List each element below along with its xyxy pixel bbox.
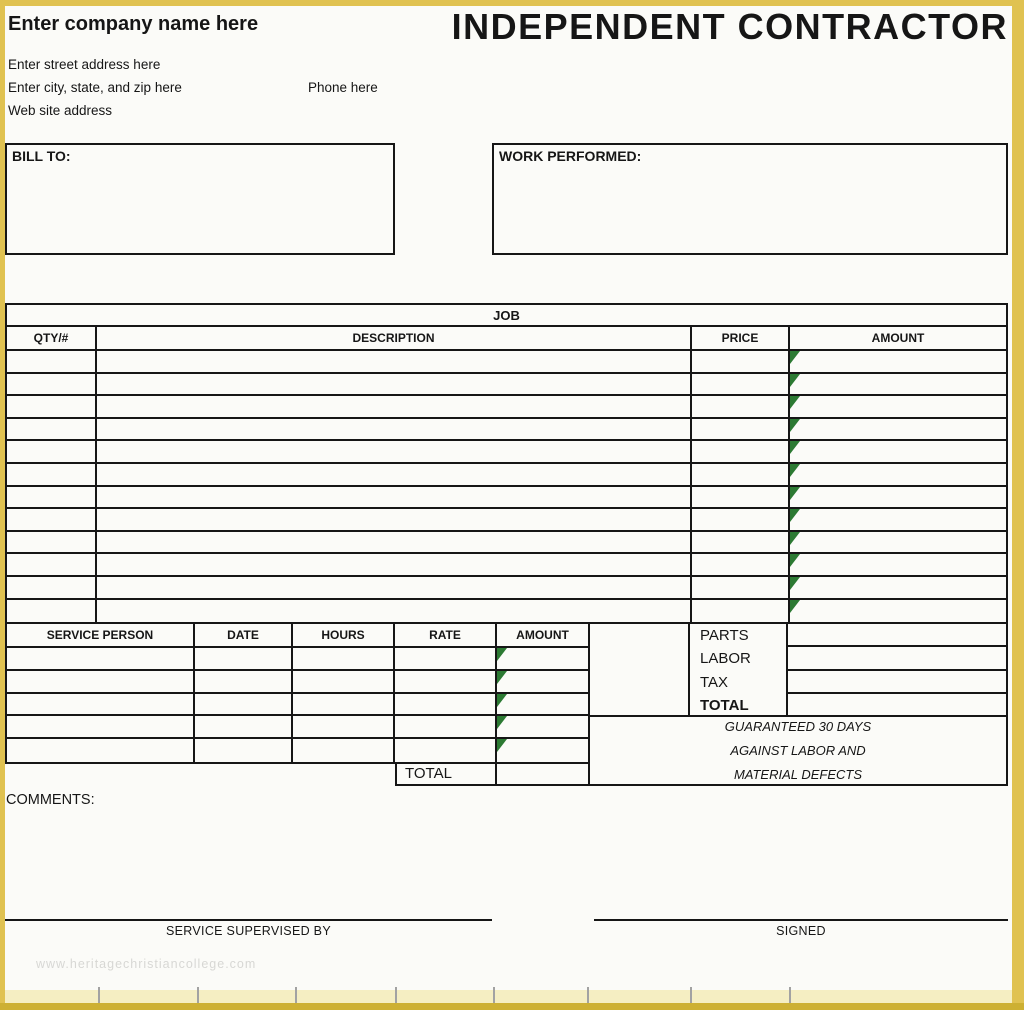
formula-marker-icon xyxy=(497,648,507,661)
job-cell-qty[interactable] xyxy=(7,351,97,372)
job-cell-amount[interactable] xyxy=(790,441,1006,462)
job-col-description: DESCRIPTION xyxy=(97,327,692,349)
job-table-title: JOB xyxy=(7,305,1006,327)
job-cell-amount[interactable] xyxy=(790,374,1006,395)
job-row xyxy=(7,532,1006,555)
service-cell-person[interactable] xyxy=(7,648,195,669)
service-cell-rate[interactable] xyxy=(395,694,497,715)
frame-bottom-bar xyxy=(0,1003,1024,1010)
job-cell-amount[interactable] xyxy=(790,554,1006,575)
job-cell-price[interactable] xyxy=(692,441,790,462)
service-cell-date[interactable] xyxy=(195,671,293,692)
guarantee-note xyxy=(590,717,1006,784)
job-cell-qty[interactable] xyxy=(7,554,97,575)
job-row xyxy=(7,577,1006,600)
comments-area[interactable] xyxy=(5,812,1008,907)
summary-label-total: TOTAL xyxy=(700,696,749,714)
job-row xyxy=(7,419,1006,442)
formula-marker-icon xyxy=(790,396,800,409)
service-cell-hours[interactable] xyxy=(293,648,395,669)
service-total-label: TOTAL xyxy=(397,762,497,784)
service-cell-rate[interactable] xyxy=(395,739,497,762)
formula-marker-icon xyxy=(790,554,800,567)
watermark-text: www.heritagechristiancollege.com xyxy=(36,957,257,971)
summary-value-total[interactable] xyxy=(788,694,1006,717)
formula-marker-icon xyxy=(790,419,800,432)
job-cell-price[interactable] xyxy=(692,532,790,553)
job-row xyxy=(7,487,1006,510)
job-cell-qty[interactable] xyxy=(7,396,97,417)
job-cell-description[interactable] xyxy=(97,351,692,372)
job-cell-price[interactable] xyxy=(692,374,790,395)
job-cell-description[interactable] xyxy=(97,554,692,575)
job-table-body xyxy=(7,351,1006,622)
job-row xyxy=(7,509,1006,532)
summary-values xyxy=(788,624,1006,717)
job-row xyxy=(7,441,1006,464)
job-row xyxy=(7,600,1006,623)
job-cell-amount[interactable] xyxy=(790,532,1006,553)
job-cell-description[interactable] xyxy=(97,441,692,462)
job-cell-qty[interactable] xyxy=(7,532,97,553)
job-cell-amount[interactable] xyxy=(790,509,1006,530)
job-row xyxy=(7,396,1006,419)
next-page-tick xyxy=(690,987,692,1003)
comments-label: COMMENTS: xyxy=(6,792,95,808)
service-cell-hours[interactable] xyxy=(293,716,395,737)
bill-to-box[interactable] xyxy=(5,143,395,255)
next-page-tick xyxy=(197,987,199,1003)
city-state-zip-placeholder[interactable]: Enter city, state, and zip here xyxy=(8,80,182,95)
formula-marker-icon xyxy=(497,739,507,752)
service-total-value-cell[interactable] xyxy=(497,762,588,784)
service-col-amount: AMOUNT xyxy=(516,628,569,642)
job-cell-qty[interactable] xyxy=(7,374,97,395)
job-cell-price[interactable] xyxy=(692,577,790,598)
job-cell-description[interactable] xyxy=(97,464,692,485)
formula-marker-icon xyxy=(790,600,800,613)
street-address-placeholder[interactable]: Enter street address here xyxy=(8,57,161,72)
frame-bottom-strip xyxy=(5,990,1012,1003)
service-cell-person[interactable] xyxy=(7,694,195,715)
guarantee-line-1: GUARANTEED 30 DAYS xyxy=(724,719,872,734)
service-cell-hours[interactable] xyxy=(293,739,395,762)
summary-label-parts: PARTS xyxy=(700,627,749,645)
job-cell-price[interactable] xyxy=(692,464,790,485)
service-cell-date[interactable] xyxy=(195,648,293,669)
service-row xyxy=(7,694,588,717)
job-cell-price[interactable] xyxy=(692,600,790,623)
service-cell-hours[interactable] xyxy=(293,694,395,715)
next-page-tick xyxy=(587,987,589,1003)
service-cell-person[interactable] xyxy=(7,671,195,692)
job-cell-description[interactable] xyxy=(97,374,692,395)
job-cell-qty[interactable] xyxy=(7,487,97,508)
service-row xyxy=(7,716,588,739)
service-cell-person[interactable] xyxy=(7,739,195,762)
work-performed-box[interactable] xyxy=(492,143,1008,255)
signed-signature-label: SIGNED xyxy=(776,924,826,938)
job-cell-description[interactable] xyxy=(97,509,692,530)
job-cell-qty[interactable] xyxy=(7,577,97,598)
next-page-tick xyxy=(493,987,495,1003)
service-cell-amount[interactable] xyxy=(497,739,588,762)
job-cell-description[interactable] xyxy=(97,396,692,417)
service-row xyxy=(7,739,588,762)
job-cell-qty[interactable] xyxy=(7,419,97,440)
next-page-tick xyxy=(395,987,397,1003)
service-cell-rate[interactable] xyxy=(395,671,497,692)
service-cell-rate[interactable] xyxy=(395,716,497,737)
guarantee-line-3: MATERIAL DEFECTS xyxy=(733,767,863,782)
job-cell-description[interactable] xyxy=(97,577,692,598)
service-cell-person[interactable] xyxy=(7,716,195,737)
job-cell-amount[interactable] xyxy=(790,396,1006,417)
formula-marker-icon xyxy=(790,441,800,454)
document-title: INDEPENDENT CONTRACTOR xyxy=(451,6,1008,47)
job-cell-qty[interactable] xyxy=(7,600,97,623)
summary-label-labor: LABOR xyxy=(700,650,751,668)
summary-value-parts[interactable] xyxy=(788,624,1006,647)
service-cell-amount[interactable] xyxy=(497,671,588,692)
service-table-body xyxy=(7,648,588,762)
job-cell-price[interactable] xyxy=(692,554,790,575)
job-cell-amount[interactable] xyxy=(790,600,1006,623)
job-cell-qty[interactable] xyxy=(7,509,97,530)
website-placeholder[interactable]: Web site address xyxy=(8,103,113,118)
summary-label-tax: TAX xyxy=(700,673,729,691)
formula-marker-icon xyxy=(497,671,507,684)
summary-section xyxy=(590,622,1008,786)
job-table-header xyxy=(7,327,1006,351)
service-col-hours: HOURS xyxy=(293,624,395,646)
job-cell-price[interactable] xyxy=(692,509,790,530)
formula-marker-icon xyxy=(790,509,800,522)
job-cell-price[interactable] xyxy=(692,487,790,508)
job-cell-description[interactable] xyxy=(97,600,692,623)
guarantee-line-2: AGAINST LABOR AND xyxy=(730,743,866,758)
summary-value-tax[interactable] xyxy=(788,671,1006,694)
job-cell-amount[interactable] xyxy=(790,577,1006,598)
service-cell-date[interactable] xyxy=(195,739,293,762)
job-col-price: PRICE xyxy=(692,327,790,349)
formula-marker-icon xyxy=(790,577,800,590)
work-performed-label: WORK PERFORMED: xyxy=(499,148,642,164)
job-cell-amount[interactable] xyxy=(790,487,1006,508)
formula-marker-icon xyxy=(790,374,800,387)
service-col-date: DATE xyxy=(195,624,293,646)
formula-marker-icon xyxy=(790,487,800,500)
summary-labels xyxy=(690,624,788,717)
next-page-tick xyxy=(98,987,100,1003)
job-cell-description[interactable] xyxy=(97,419,692,440)
service-cell-amount[interactable] xyxy=(497,694,588,715)
job-cell-amount[interactable] xyxy=(790,419,1006,440)
job-cell-price[interactable] xyxy=(692,351,790,372)
formula-marker-icon xyxy=(790,351,800,364)
job-cell-amount[interactable] xyxy=(790,464,1006,485)
job-col-amount: AMOUNT xyxy=(871,331,925,345)
job-row xyxy=(7,464,1006,487)
service-cell-date[interactable] xyxy=(195,694,293,715)
job-row xyxy=(7,374,1006,397)
service-row xyxy=(7,671,588,694)
job-cell-qty[interactable] xyxy=(7,441,97,462)
service-col-rate: RATE xyxy=(395,624,497,646)
job-cell-price[interactable] xyxy=(692,396,790,417)
job-row xyxy=(7,351,1006,374)
service-table xyxy=(5,622,590,764)
supervised-signature-line[interactable] xyxy=(5,919,492,921)
service-cell-amount[interactable] xyxy=(497,648,588,669)
job-cell-price[interactable] xyxy=(692,419,790,440)
job-cell-description[interactable] xyxy=(97,532,692,553)
service-table-header xyxy=(7,624,588,648)
next-page-tick xyxy=(789,987,791,1003)
service-row xyxy=(7,648,588,671)
service-col-person: SERVICE PERSON xyxy=(7,624,195,646)
service-cell-date[interactable] xyxy=(195,716,293,737)
job-cell-description[interactable] xyxy=(97,487,692,508)
summary-value-labor[interactable] xyxy=(788,647,1006,670)
service-total-row xyxy=(395,762,590,786)
job-row xyxy=(7,554,1006,577)
signed-signature-line[interactable] xyxy=(594,919,1008,921)
formula-marker-icon xyxy=(497,694,507,707)
job-cell-amount[interactable] xyxy=(790,351,1006,372)
formula-marker-icon xyxy=(790,464,800,477)
phone-placeholder[interactable]: Phone here xyxy=(308,80,378,95)
job-col-qty: QTY/# xyxy=(7,327,97,349)
bill-to-label: BILL TO: xyxy=(12,148,71,164)
frame-right-border xyxy=(1012,0,1024,1003)
formula-marker-icon xyxy=(790,532,800,545)
job-table xyxy=(5,303,1008,624)
summary-empty-cell xyxy=(590,624,690,717)
service-cell-amount[interactable] xyxy=(497,716,588,737)
service-cell-hours[interactable] xyxy=(293,671,395,692)
next-page-tick xyxy=(295,987,297,1003)
company-name-placeholder[interactable]: Enter company name here xyxy=(8,13,259,35)
formula-marker-icon xyxy=(497,716,507,729)
supervised-signature-label: SERVICE SUPERVISED BY xyxy=(166,924,331,938)
service-cell-rate[interactable] xyxy=(395,648,497,669)
job-cell-qty[interactable] xyxy=(7,464,97,485)
